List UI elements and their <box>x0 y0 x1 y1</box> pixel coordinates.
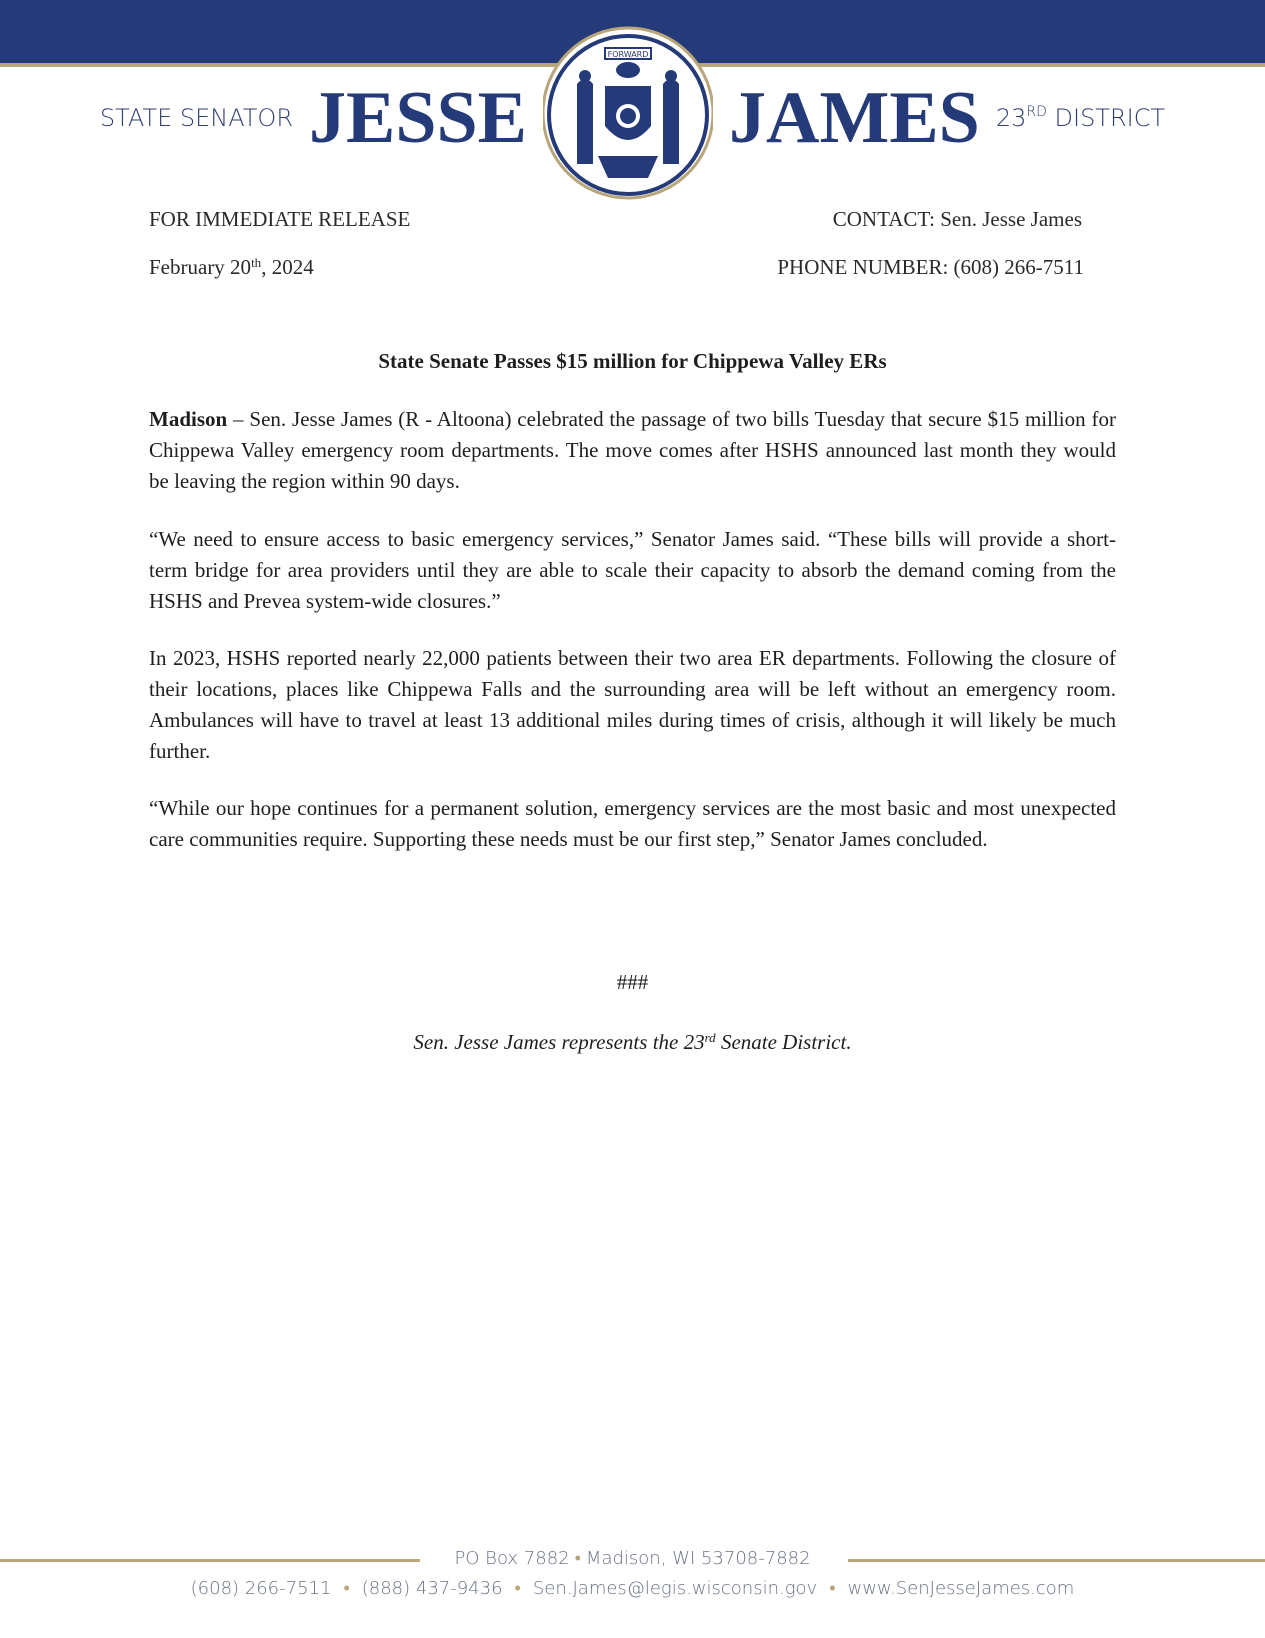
paragraph-4: “While our hope continues for a permanent solution, emergency services are the most basic and most unexpected care communities require. Supporting these needs must be our first step,” Senator James concluded. <box>149 796 1116 851</box>
district-label <box>996 104 1165 132</box>
footer-separator: • <box>514 1578 521 1599</box>
footer-separator: • <box>829 1578 836 1599</box>
phone-label: PHONE NUMBER: (608) 266-7511 <box>777 255 1084 279</box>
district-text: DISTRICT <box>1054 104 1166 132</box>
footer-address <box>0 1548 1265 1570</box>
tagline-suffix: Senate District. <box>715 1030 852 1054</box>
footer-toll-free: (888) 437-9436 <box>361 1578 503 1599</box>
footer-po-box: PO Box 7882 <box>454 1548 570 1569</box>
end-mark: ### <box>616 970 649 994</box>
district-suffix: RD <box>1026 104 1047 120</box>
tagline-text: Sen. Jesse James represents the 23 <box>413 1030 705 1054</box>
wisconsin-seal-logo <box>543 26 713 200</box>
seal-motto: FORWARD <box>607 50 649 59</box>
paragraph-3: In 2023, HSHS reported nearly 22,000 patients between their two area ER departments. Following the closure of their locations, places like Chippewa Falls and the surrounding area will be left without an emergency room. Ambulances will have to travel at least 13 additional miles during times of crisis, although it will likely be much further. <box>149 646 1116 763</box>
footer-phone: (608) 266-7511 <box>190 1578 332 1599</box>
paragraph-1-text: – Sen. Jesse James (R - Altoona) celebrated the passage of two bills Tuesday that secure $15 million for Chippewa Valley emergency room departments. The move comes after HSHS announced last month they would be leaving the region within 90 days. <box>149 407 1116 493</box>
letterhead <box>0 26 1265 200</box>
footer-city: Madison, WI 53708-7882 <box>585 1548 811 1569</box>
contact-label: CONTACT: Sen. Jesse James <box>832 207 1082 231</box>
tagline-sup: rd <box>704 1030 716 1045</box>
footer-separator: • <box>343 1578 350 1599</box>
footer-separator: • <box>574 1548 581 1569</box>
first-name-wordmark: JESSE <box>309 77 528 159</box>
date-suffix: th <box>251 255 262 270</box>
paragraph-1 <box>149 404 1116 497</box>
paragraph-2: “We need to ensure access to basic emergency services,” Senator James said. “These bills will provide a short-term bridge for area providers until they are able to scale their capacity to absorb the demand coming from the HSHS and Prevea system-wide closures.” <box>149 527 1116 613</box>
footer-website-link[interactable]: www.SenJesseJames.com <box>847 1578 1075 1599</box>
release-label: FOR IMMEDIATE RELEASE <box>149 207 411 231</box>
last-name-wordmark: JAMES <box>729 77 980 159</box>
press-release-title: State Senate Passes $15 million for Chippewa Valley ERs <box>378 349 887 373</box>
tagline <box>0 1030 1265 1055</box>
district-number: 23 <box>995 104 1027 132</box>
date-year: , 2024 <box>261 255 314 279</box>
date-text: February 20 <box>149 255 252 279</box>
footer-email-link[interactable]: Sen.James@legis.wisconsin.gov <box>532 1578 818 1599</box>
release-date <box>149 255 314 280</box>
state-senator-label: STATE SENATOR <box>99 104 293 132</box>
dateline: Madison <box>149 407 228 431</box>
footer-contacts <box>0 1578 1265 1600</box>
